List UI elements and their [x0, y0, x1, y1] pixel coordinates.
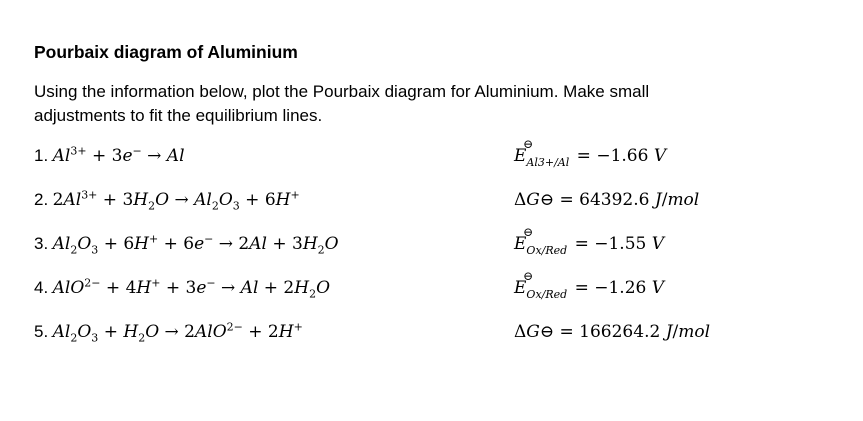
- reaction-property: ΔG⊖ = 166264.2 J/mol: [514, 322, 711, 342]
- reaction-property: E ⊖ $_{Ox/Red}$ = −1.26 V: [514, 269, 665, 301]
- reaction-list: [34, 137, 834, 362]
- reaction-property: E ⊖ $_{Al3+/Al}$ = −1.66 V: [514, 137, 667, 169]
- reaction-number: 3.: [34, 234, 49, 253]
- reaction-row-3: [34, 225, 834, 274]
- reaction-number: 4.: [34, 278, 49, 297]
- reaction-number: 5.: [34, 322, 49, 341]
- reaction-row-4: [34, 269, 834, 318]
- reaction-equation: $Al^{3+} + 3e^- \to Al$: [52, 144, 185, 166]
- intro-paragraph: Using the information below, plot the Pourbaix diagram for Aluminium. Make small adjustments to fit the equilibrium lines.: [34, 82, 650, 125]
- reaction-equation: $Al_2O_3 + H_2O \to 2AlO^{2-} + 2H^+$: [52, 320, 303, 345]
- document: [34, 40, 834, 362]
- reaction-row-5: [34, 318, 834, 362]
- reaction-row-2: [34, 186, 834, 230]
- reaction-row-1: [34, 137, 834, 186]
- reaction-number: 2.: [34, 190, 49, 209]
- reaction-number: 1.: [34, 146, 49, 165]
- page-title: Pourbaix diagram of Aluminium: [34, 42, 298, 62]
- reaction-property: ΔG⊖ = 64392.6 J/mol: [514, 190, 700, 210]
- reaction-equation: $Al_2O_3 + 6H^+ + 6e^- \to 2Al + 3H_2O$: [52, 232, 339, 257]
- reaction-equation: $2Al^{3+} + 3H_2O \to Al_2O_3 + 6H^+$: [52, 188, 300, 213]
- reaction-equation: $AlO^{2-} + 4H^+ + 3e^- \to Al + 2H_2O$: [52, 276, 331, 301]
- reaction-property: E ⊖ $_{Ox/Red}$ = −1.55 V: [514, 225, 665, 257]
